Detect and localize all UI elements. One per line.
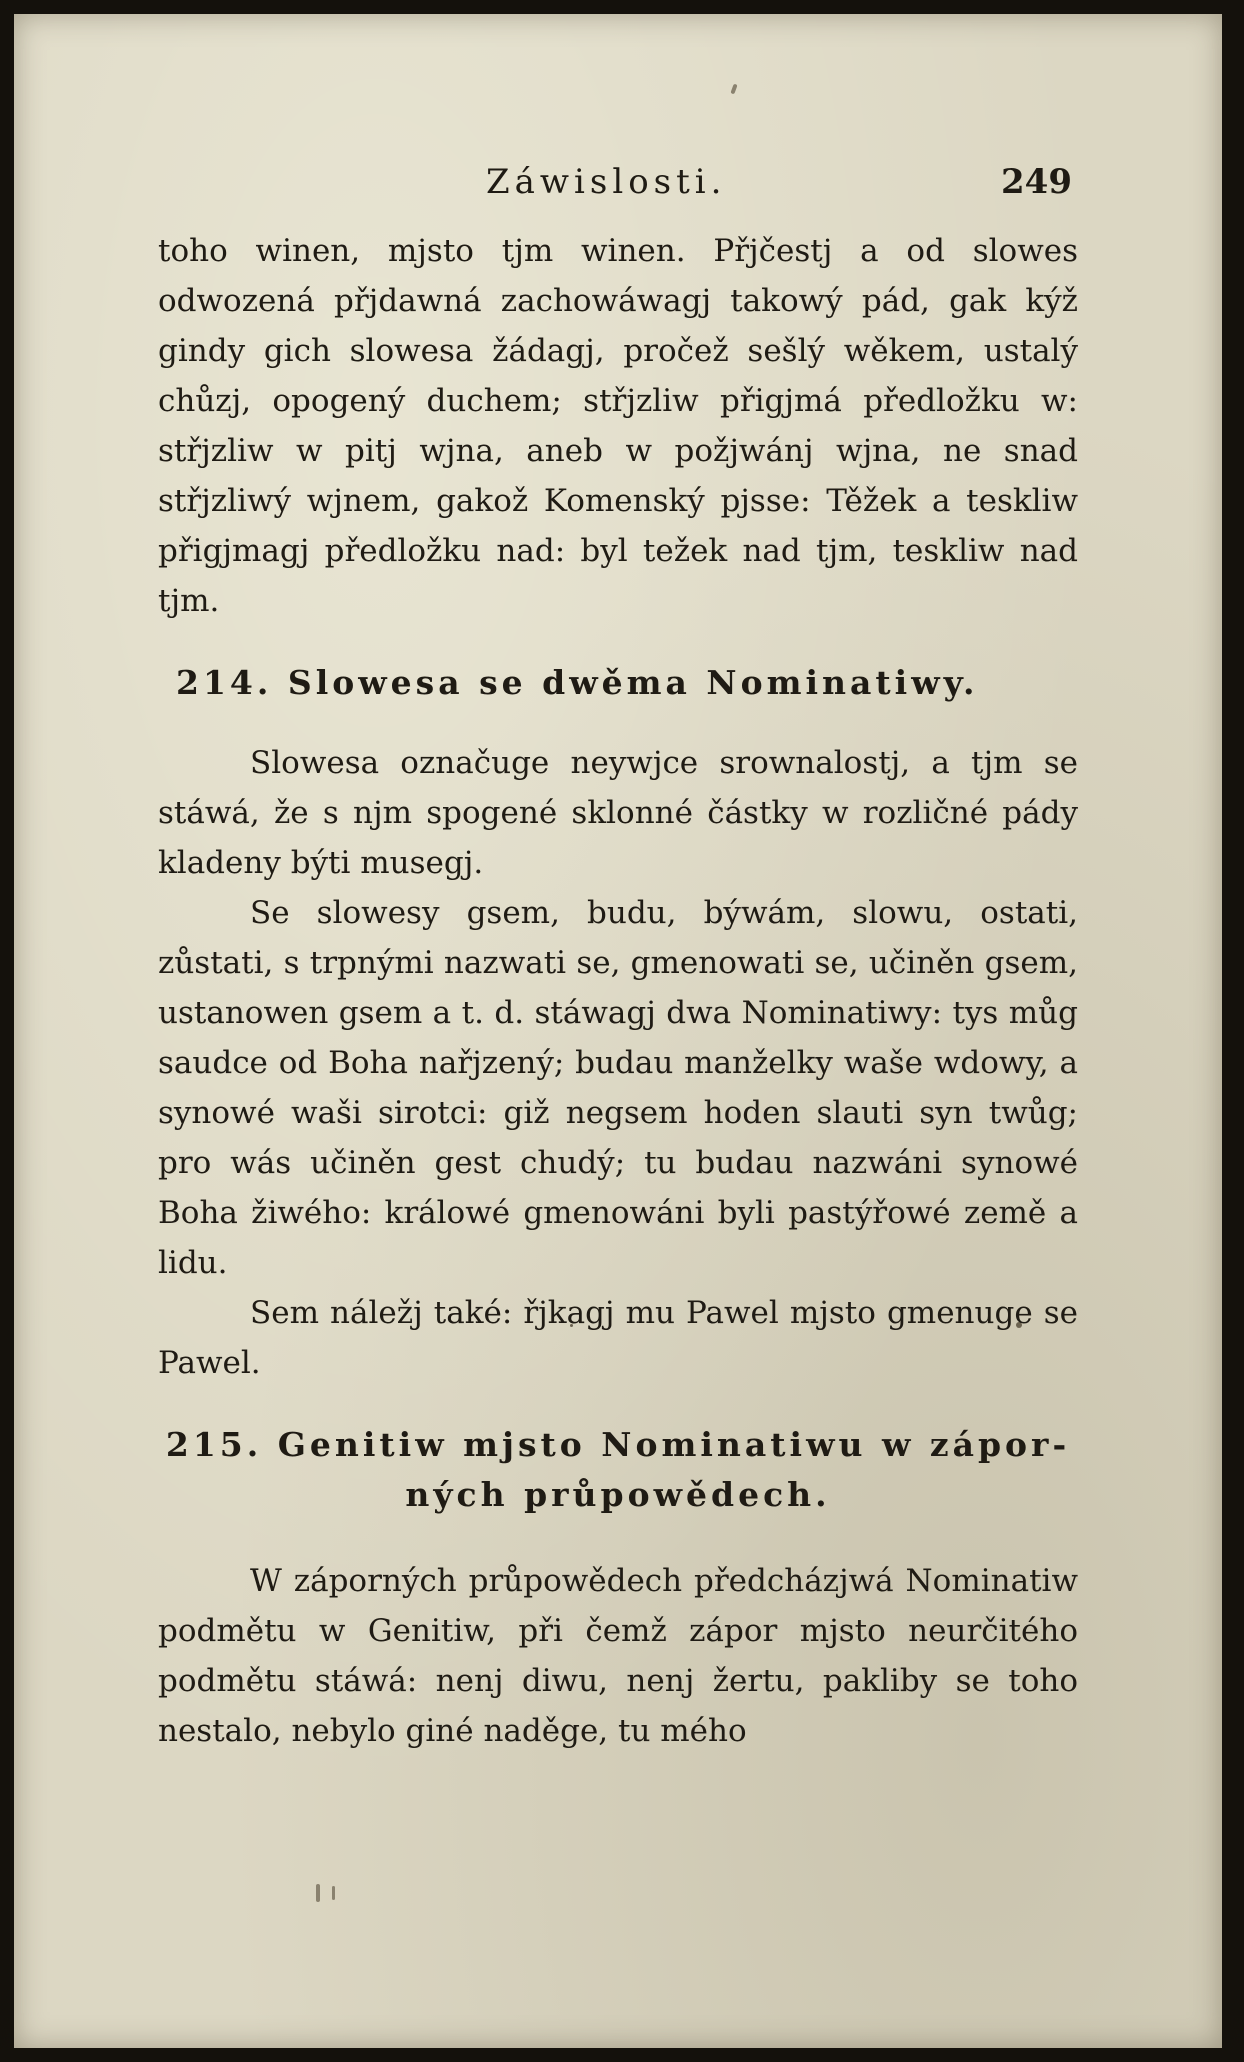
section-215-heading-line-2: ných průpowědech.: [405, 1475, 831, 1514]
pencil-mark: [332, 1886, 335, 1900]
pencil-mark: [316, 1884, 320, 1902]
pencil-mark: [730, 84, 737, 95]
section-214-paragraph-3: Sem náležj také: řjkagj mu Pawel mjsto gmenuge se Pawel.: [158, 1295, 1078, 1381]
page-text: [158, 162, 1078, 1756]
section-215-heading: [158, 1420, 1078, 1520]
book-page: [14, 14, 1222, 2048]
page-number: 249: [1001, 162, 1072, 202]
running-title: Záwislosti.: [486, 162, 727, 202]
section-214-heading: 214. Slowesa se dwěma Nominatiwy.: [176, 663, 979, 702]
section-215-heading-line-1: 215. Genitiw mjsto Nominatiwu w zápor-: [165, 1425, 1071, 1464]
paragraph-continuation: toho winen, mjsto tjm winen. Přjčestj a od slowes odwozená přjdawná zachowáwagj takowý pád, gak kýž gindy gich slowesa žádagj, pročež sešlý wěkem, ustalý chůzj, opogený duchem; střjzliw přigjmá předložku w: střjzliw w pitj wjna, aneb w požjwánj wjna, ne snad střjzliwý wjnem, gakož Komenský pjsse: Těžek a teskliw přigjmagj předložku nad: byl težek nad tjm, teskliw nad tjm.: [158, 233, 1078, 619]
section-214-paragraph-2: Se slowesy gsem, budu, býwám, slowu, ostati, zůstati, s trpnými nazwati se, gmenowati se, učiněn gsem, ustanowen gsem a t. d. stáwagj dwa Nominatiwy: tys můg saudce od Boha nařjzený; budau manželky waše wdowy, a synowé waši sirotci: giž negsem hoden slauti syn twůg; pro wás učiněn gest chudý; tu budau nazwáni synowé Boha žiwého: králowé gmenowáni byli pastýřowé země a lidu.: [158, 895, 1078, 1281]
running-head: [158, 162, 1078, 212]
section-215-paragraph-1: W záporných průpowědech předcházjwá Nominatiw podmětu w Genitiw, při čemž zápor mjsto neurčitého podmětu stáwá: nenj diwu, nenj žertu, pakliby se toho nestalo, nebylo giné naděge, tu mého: [158, 1563, 1078, 1749]
section-214-paragraph-1: Slowesa označuge neywjce srownalostj, a tjm se stáwá, že s njm spogené sklonné částky w rozličné pády kladeny býti musegj.: [158, 745, 1078, 881]
